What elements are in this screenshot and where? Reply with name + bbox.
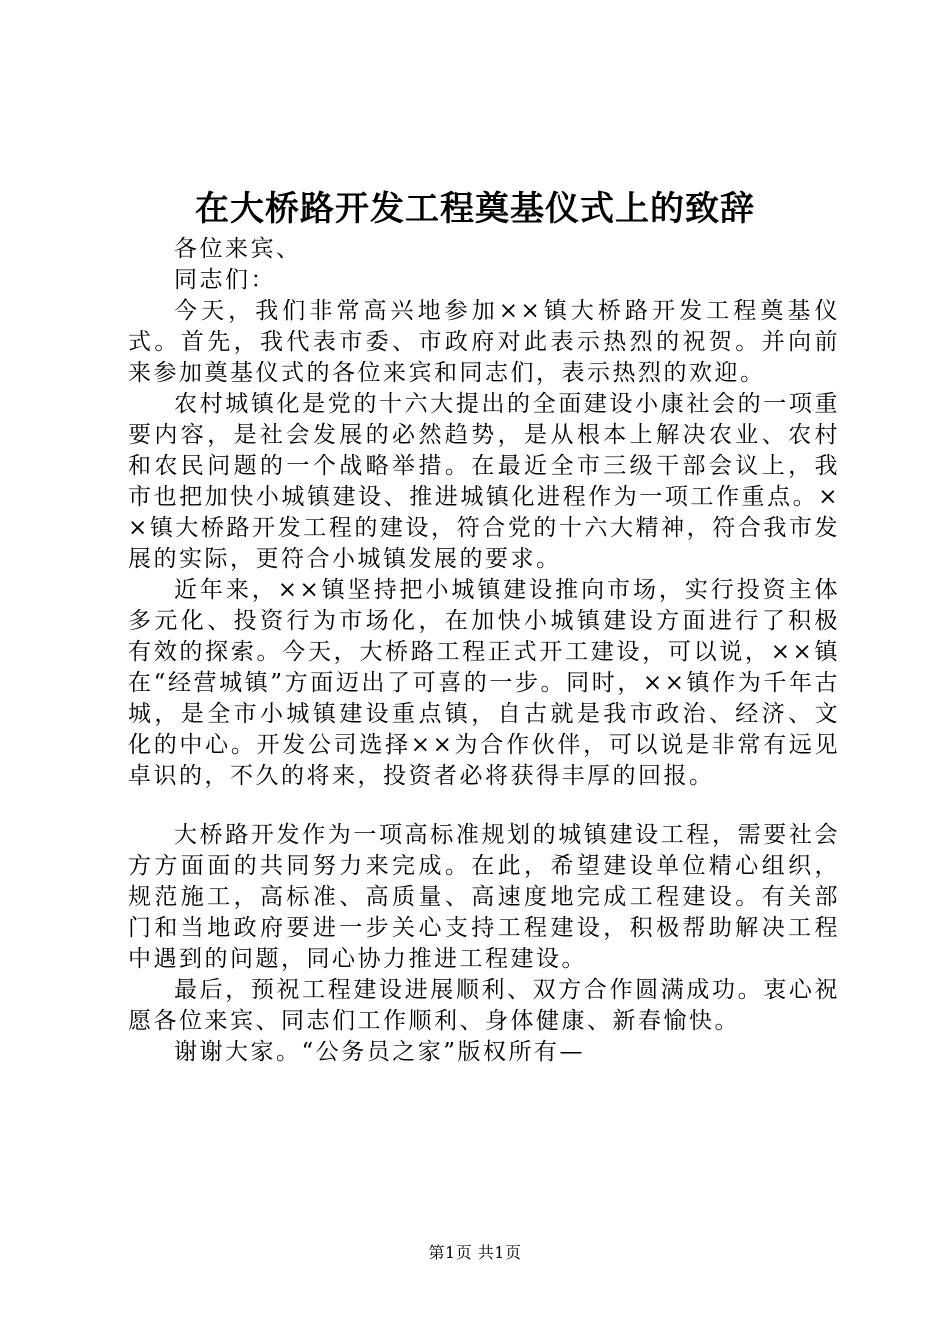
paragraph-wishes: 最后，预祝工程建设进展顺利、双方合作圆满成功。衷心祝愿各位来宾、同志们工作顺利、身体健康、新春愉快。 (128, 977, 840, 1034)
paragraph-opening: 今天，我们非常高兴地参加××镇大桥路开发工程奠基仪式。首先，我代表市委、市政府对此表示热烈的祝贺。并向前来参加奠基仪式的各位来宾和同志们，表示热烈的欢迎。 (128, 298, 840, 386)
document-title: 在大桥路开发工程奠基仪式上的致辞 (195, 189, 755, 229)
page-number-footer: 第1页 共1页 (428, 1243, 522, 1262)
paragraph-closing: 谢谢大家。“公务员之家”版权所有— (174, 1039, 586, 1065)
paragraph-construction-requirements: 大桥路开发作为一项高标准规划的城镇建设工程，需要社会方方面面的共同努力来完成。在此，希望建设单位精心组织，规范施工，高标准、高质量、高速度地完成工程建设。有关部门和当地政府要进一步关心支持工程建设，积极帮助解决工程中遇到的问题，同心协力推进工程建设。 (128, 822, 840, 972)
paragraph-town-development: 近年来，××镇坚持把小城镇建设推向市场，实行投资主体多元化、投资行为市场化，在加快小城镇建设方面进行了积极有效的探索。今天，大桥路工程正式开工建设，可以说，××镇在“经营城镇”方面迈出了可喜的一步。同时，××镇作为千年古城，是全市小城镇建设重点镇，自古就是我市政治、经济、文化的中心。开发公司选择××为合作伙伴，可以说是非常有远见卓识的，不久的将来，投资者必将获得丰厚的回报。 (128, 577, 840, 789)
salutation-guests: 各位来宾、 (174, 236, 302, 262)
paragraph-urbanization: 农村城镇化是党的十六大提出的全面建设小康社会的一项重要内容，是社会发展的必然趋势，是从根本上解决农业、农村和农民问题的一个战略举措。在最近全市三级干部会议上，我市也把加快小城镇建设、推进城镇化进程作为一项工作重点。××镇大桥路开发工程的建设，符合党的十六大精神，符合我市发展的实际，更符合小城镇发展的要求。 (128, 391, 840, 572)
document-body (128, 234, 840, 1068)
salutation-comrades: 同志们： (174, 267, 276, 293)
